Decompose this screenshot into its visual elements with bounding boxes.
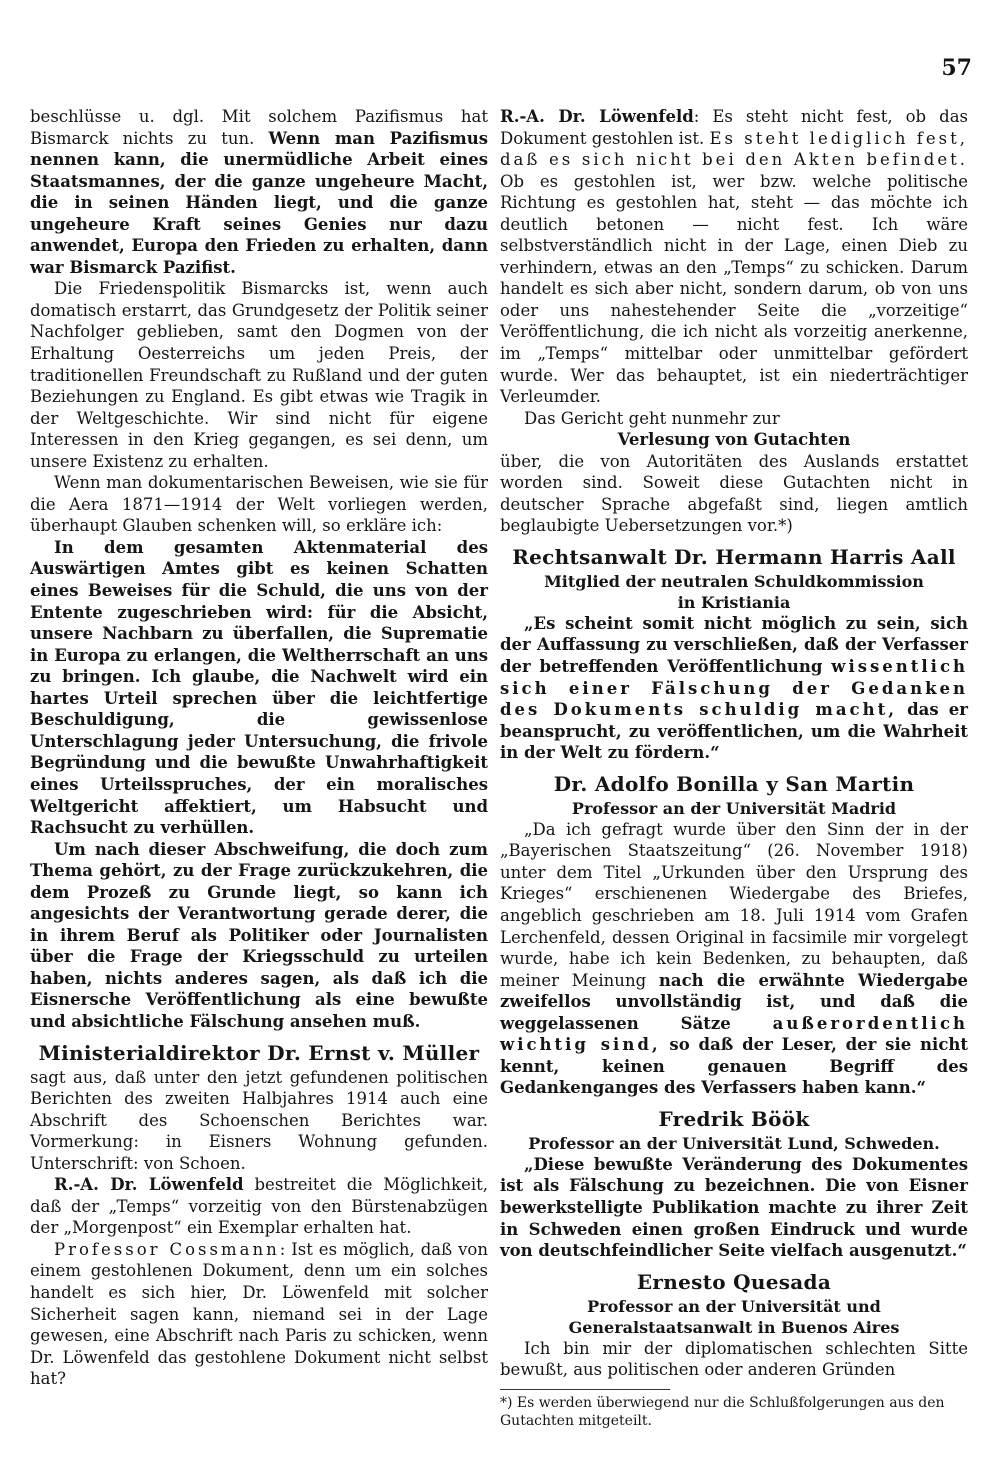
section-heading: Ernesto Quesada — [636, 1269, 832, 1294]
footnote: *) Es werden überwiegend nur die Schlußfolgerungen aus den Gutachten mitgeteilt. — [500, 1394, 945, 1429]
page-number: 57 — [941, 55, 972, 81]
text-run: : Es steht nicht fest, ob das Dokument gestohlen ist. — [500, 107, 968, 148]
section-subtitle: Mitglied der neutralen Schuldkommission — [544, 571, 924, 591]
text-run: „Da ich gefragt wurde über den Sinn der in der „Bayerischen Staatszeitung“ (26. November 1918) unter dem Titel „Urkunden über den Ursprung des Krieges“ erschienenen Wiedergabe des Briefes, angeblich geschrieben am 18. Juli 1914 vom Grafen Lerchenfeld, dessen Original in facsimile mir vorgelegt wurde, habe ich kein Bedenken, zu behaupten, daß meiner Meinung — [500, 819, 968, 990]
section-subheading: Verlesung von Gutachten — [617, 430, 851, 450]
paragraph: Ich bin mir der diplomatischen schlechten Sitte bewußt, aus politischen oder anderen Gründen — [500, 1338, 968, 1380]
paragraph — [500, 106, 968, 408]
text-run: „Es scheint somit nicht möglich zu sein, sich der Auffassung zu verschließen, daß der Verfasser der betreffenden Veröffentlichung — [500, 613, 968, 677]
section-subtitle: Professor an der Universität Lund, Schweden. — [528, 1133, 940, 1153]
emphasis-paragraph: Um nach dieser Abschweifung, die doch zum Thema gehört, zu der Frage zurückzukehren, die dem Prozeß zu Grunde liegt, so kann ich angesichts der Verantwortung gerade derer, die in ihrem Beruf als Politiker oder Journalisten über die Frage der Kriegsschuld zu urteilen haben, nichts anderes sagen, als daß ich die Eisnersche Veröffentlichung als eine bewußte und absichtliche Fälschung ansehen muß. — [30, 839, 488, 1031]
spaced-emphasis: außerordentlich wichtig sind, — [500, 1013, 968, 1055]
emphasis-paragraph: In dem gesamten Aktenmaterial des Auswärtigen Amtes gibt es keinen Schatten eines Beweises für die Schuld, die uns von der Entente zugeschrieben wird: für die Absicht, unsere Nachbarn zu überfallen, die Suprematie in Europa zu erlangen, die Weltherrschaft an uns zu bringen. Ich glaube, die Nachwelt wird ein hartes Urteil sprechen über die leichtfertige Beschuldigung, die gewissenlose Unterschlagung jeder Untersuchung, die frivole Begründung und die bewußte Unwahrhaftigkeit eines Urteilsspruches, der ein moralisches Weltgericht affektiert, um Habsucht und Rachsucht zu verhüllen. — [30, 537, 488, 838]
left-column — [30, 106, 488, 1390]
paragraph: Das Gericht geht nunmehr zur — [524, 408, 780, 428]
section-subtitle: in Kristiania — [677, 592, 791, 612]
paragraph — [30, 1174, 488, 1239]
section-subtitle: Professor an der Universität Madrid — [571, 798, 897, 818]
paragraph — [30, 1239, 488, 1390]
paragraph — [30, 106, 488, 278]
emphasis-text: nach die erwähnte Wiedergabe zweifellos unvollständig ist, und daß die weggelassenen Sätze — [500, 970, 968, 1033]
text-run: : Ist es möglich, daß von einem gestohlenen Dokument, denn um ein solches handelt es sich hier, Dr. Löwenfeld mit solcher Sicherheit sagen kann, niemand sei in der Lage gewesen, eine Abschrift nach Paris zu schicken, wenn Dr. Löwenfeld das gestohlene Dokument nicht selbst hat? — [30, 1239, 488, 1389]
section-subtitle: Professor an der Universität und Generalstaatsanwalt in Buenos Aires — [568, 1296, 900, 1337]
text-run: bestreitet die Möglichkeit, daß der „Temps“ vorzeitig von den Bürstenabzügen der „Morgenpost“ ein Exemplar erhalten hat. — [30, 1175, 489, 1238]
speaker-name: R.-A. Dr. Löwenfeld — [500, 107, 694, 126]
paragraph: über, die von Autoritäten des Auslands erstattet worden sind. Soweit diese Gutachten nicht in deutscher Sprache abgefaßt sind, liegen amtlich beglaubigte Uebersetzungen vor.*) — [500, 451, 968, 536]
paragraph: sagt aus, daß unter den jetzt gefundenen politischen Berichten des zweiten Halbjahres 1914 auch eine Abschrift des Schoenschen Berichtes war. Vormerkung: in Eisners Wohnung gefunden. Unterschrift: von Schoen. — [30, 1067, 488, 1173]
speaker-name: Professor Cossmann — [54, 1239, 280, 1259]
speaker-name: R.-A. Dr. Löwenfeld — [54, 1175, 244, 1195]
paragraph: Die Friedenspolitik Bismarcks ist, wenn auch domatisch erstarrt, das Grundgesetz der Politik seiner Nachfolger geblieben, samt den Dogmen von der Erhaltung Oesterreichs um jeden Preis, der traditionellen Freundschaft zu Rußland und der guten Beziehungen zu England. Es gibt etwas wie Tragik in der Weltgeschichte. Wir sind nicht für eigene Interessen in den Krieg gegangen, es sei denn, um unsere Existenz zu erhalten. — [30, 279, 488, 471]
paragraph: Wenn man dokumentarischen Beweisen, wie sie für die Aera 1871—1914 der Welt vorliegen werden, überhaupt Glauben schenken will, so erkläre ich: — [30, 473, 488, 536]
section-heading: Dr. Adolfo Bonilla y San Martin — [553, 771, 915, 796]
emphasis-text: so daß der Leser, der sie nicht kennt, keinen genauen Begriff des Gedankenganges des Verfassers haben kann.“ — [500, 1035, 968, 1098]
text-run: das er beansprucht, zu veröffentlichen, um die Wahrheit in der Welt zu fördern.“ — [500, 700, 968, 763]
quote-paragraph — [500, 819, 968, 1099]
quote-paragraph: „Diese bewußte Veränderung des Dokumentes ist als Fälschung zu bezeichnen. Die von Eisner bewerkstelligte Publikation machte zu ihrer Zeit in Schweden einen großen Eindruck und wurde von deutschfeindlicher Seite vielfach ausgenutzt.“ — [500, 1154, 968, 1261]
spaced-emphasis: wissentlich sich einer Fälschung der Gedanken des Dokuments schuldig macht, — [500, 657, 968, 720]
emphasis-text: Wenn man Pazifismus nennen kann, die unermüdliche Arbeit eines Staatsmannes, der die ganze ungeheure Macht, die in seinen Händen liegt, und die ganze ungeheure Kraft seines Genies nur dazu anwendet, Europa den Frieden zu erhalten, dann war Bismarck Pazifist. — [30, 128, 488, 277]
section-heading: Fredrik Böök — [658, 1106, 810, 1131]
text-run: beschlüsse u. dgl. Mit solchem Pazifismus hat Bismarck nichts zu tun. — [30, 107, 488, 148]
section-heading: Rechtsanwalt Dr. Hermann Harris Aall — [512, 544, 956, 569]
footnote-divider — [500, 1389, 670, 1390]
quote-paragraph — [500, 613, 968, 764]
section-heading: Ministerialdirektor Dr. Ernst v. Müller — [38, 1040, 480, 1065]
right-column — [500, 106, 968, 1430]
text-run: Ob es gestohlen ist, wer bzw. welche politische Richtung es gestohlen hat, steht — das möchte ich deutlich betonen — nicht fest. Ich wäre selbstverständlich nicht in der Lage, einen Dieb zu verhindern, etwas an den „Temps“ zu schicken. Darum handelt es sich aber nicht, sondern darum, ob von uns oder uns nahestehender Seite die „vorzeitige“ Veröffentlichung, die ich nicht als vorzeitig anerkenne, im „Temps“ mittelbar oder unmittelbar gefördert wurde. Wer das behauptet, ist ein niederträchtiger Verleumder. — [500, 171, 968, 407]
spaced-emphasis: Es steht lediglich fest, daß es sich nicht bei den Akten befindet. — [500, 128, 969, 170]
